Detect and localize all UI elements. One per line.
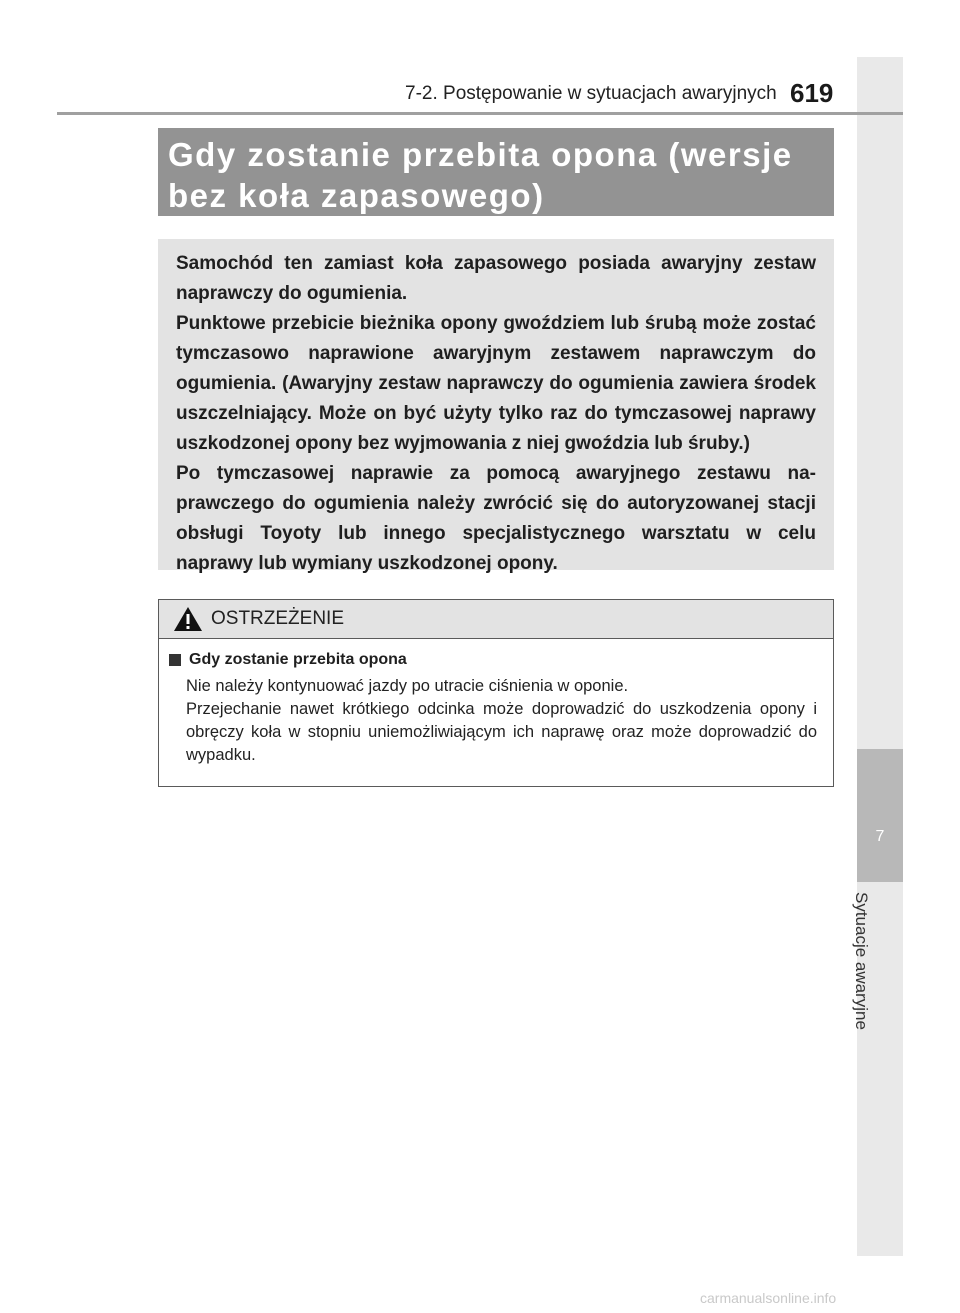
warning-triangle-icon: [173, 606, 203, 632]
chapter-marker: [857, 749, 903, 882]
chapter-number: 7: [875, 828, 885, 845]
intro-paragraph-2: Punktowe przebicie bieżnika opony gwoździem lub śrubą może zostać tymczasowo naprawione awaryjnym zestawem naprawczym do ogumienia. (Awaryjny zestaw naprawczy do ogumienia zawiera środek uszczelniający. Może on być użyty tylko raz do tymczasowej naprawy uszkodzonej opony bez wyjmowania z niej gwoździa lub śruby.): [176, 313, 816, 454]
warning-subheading-text: Gdy zostanie przebita opona: [189, 651, 407, 668]
intro-paragraph-1: Samochód ten zamiast koła zapasowego posiada awaryjny zestaw naprawczy do ogumienia.: [176, 253, 816, 304]
page-number: 619: [790, 78, 834, 108]
warning-subheading: [169, 651, 817, 669]
side-chapter-tab: [852, 57, 903, 1256]
warning-paragraph-1: Nie należy kontynuować jazdy po utracie ciśnienia w oponie.: [186, 677, 629, 695]
warning-label: OSTRZEŻENIE: [211, 608, 345, 629]
warning-header: [159, 600, 833, 639]
square-bullet-icon: [169, 654, 181, 666]
warning-box: [158, 599, 834, 787]
chapter-name: Sytuacje awaryjne: [852, 892, 871, 1030]
warning-paragraph-2: Przejechanie nawet krótkiego odcinka może doprowadzić do uszkodzenia opony i obręczy koła w stopniu uniemożliwiającym ich naprawę oraz może doprowadzić do wypadku.: [186, 700, 817, 764]
header-rule: [57, 112, 903, 115]
warning-body: [159, 639, 833, 767]
intro-paragraph-3: Po tymczasowej naprawie za pomocą awaryjnego zestawu naprawczego do ogumienia należy zwrócić się do autoryzowanej stacji obsługi Toyoty lub innego specjalistycznego warsztatu w celu naprawy lub wymiany uszkodzonej opony.: [176, 463, 816, 574]
watermark: carmanualsonline.info: [700, 1290, 837, 1306]
intro-box: [158, 239, 834, 574]
section-title: Gdy zostanie przebita opona (wersje bez koła zapasowego): [158, 128, 834, 216]
running-header: 7-2. Postępowanie w sytuacjach awaryjnych: [405, 83, 777, 104]
